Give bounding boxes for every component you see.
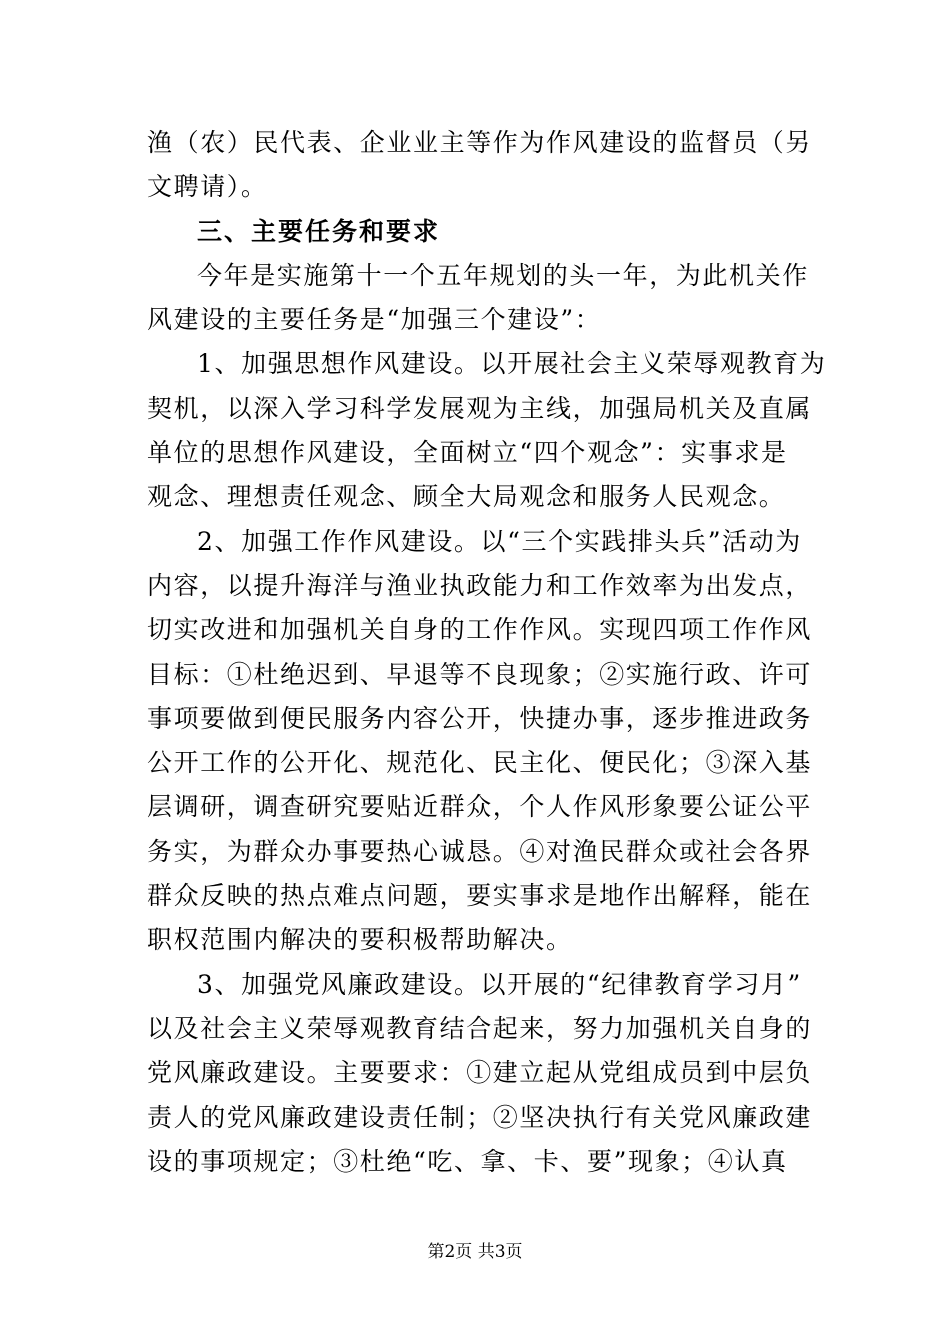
body-line: 务实，为群众办事要热心诚恳。④对渔民群众或社会各界 <box>147 836 813 866</box>
body-line: 群众反映的热点难点问题，要实事求是地作出解释，能在 <box>147 881 813 911</box>
body-line: 契机，以深入学习科学发展观为主线，加强局机关及直属 <box>147 393 813 423</box>
body-line: 单位的思想作风建设，全面树立“四个观念”：实事求是 <box>147 438 788 468</box>
document-body <box>147 121 827 1184</box>
body-line: 设的事项规定；③杜绝“吃、拿、卡、要”现象；④认真 <box>147 1146 788 1176</box>
body-line: 公开工作的公开化、规范化、民主化、便民化；③深入基 <box>147 748 813 778</box>
body-line: 目标：①杜绝迟到、早退等不良现象；②实施行政、许可 <box>147 659 813 689</box>
body-line: 文聘请）。 <box>147 172 268 202</box>
section-heading: 三、主要任务和要求 <box>197 216 441 246</box>
body-line: 职权范围内解决的要积极帮助解决。 <box>147 925 573 955</box>
body-line: 党风廉政建设。主要要求：①建立起从党组成员到中层负 <box>147 1058 813 1088</box>
body-line: 1、加强思想作风建设。以开展社会主义荣辱观教育为 <box>197 349 827 379</box>
body-line: 风建设的主要任务是“加强三个建设”： <box>147 305 602 335</box>
body-line: 以及社会主义荣辱观教育结合起来，努力加强机关自身的 <box>147 1013 813 1043</box>
body-line: 观念、理想责任观念、顾全大局观念和服务人民观念。 <box>147 482 786 512</box>
body-line: 今年是实施第十一个五年规划的头一年，为此机关作 <box>197 260 809 290</box>
page-number-footer: 第2页 共3页 <box>427 1242 523 1262</box>
body-line: 渔（农）民代表、企业业主等作为作风建设的监督员（另 <box>147 128 813 157</box>
body-line: 层调研，调查研究要贴近群众，个人作风形象要公证公平 <box>147 792 813 822</box>
body-line: 2、加强工作作风建设。以“三个实践排头兵”活动为 <box>197 526 802 556</box>
body-line: 切实改进和加强机关自身的工作作风。实现四项工作作风 <box>147 615 813 645</box>
body-line: 责人的党风廉政建设责任制；②坚决执行有关党风廉政建 <box>147 1102 813 1132</box>
body-line: 内容，以提升海洋与渔业执政能力和工作效率为出发点， <box>147 570 813 600</box>
body-line: 事项要做到便民服务内容公开，快捷办事，逐步推进政务 <box>147 703 813 733</box>
body-line: 3、加强党风廉政建设。以开展的“纪律教育学习月” <box>197 969 802 999</box>
